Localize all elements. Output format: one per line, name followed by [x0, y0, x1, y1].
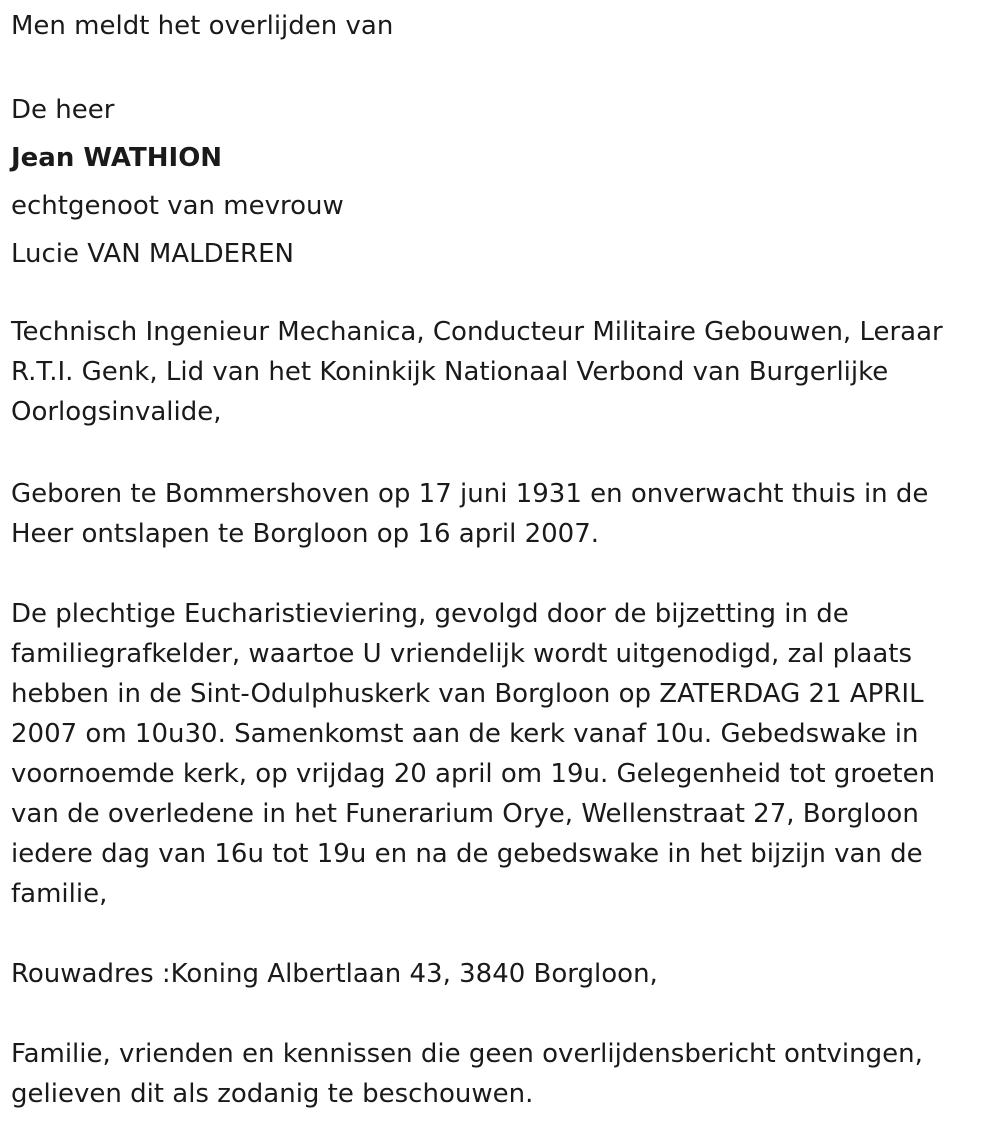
- deceased-name: Jean WATHION: [11, 143, 223, 173]
- ceremony-line: voornoemde kerk, op vrijdag 20 april om 19u. Gelegenheid tot groeten: [11, 759, 936, 789]
- occupation-line: Oorlogsinvalide,: [11, 397, 222, 427]
- spacer: [11, 46, 1000, 86]
- ceremony-paragraph: [11, 594, 1000, 914]
- spacer: [11, 432, 1000, 474]
- spacer: [11, 994, 1000, 1034]
- birth-death-line: Heer ontslapen te Borgloon op 16 april 2007.: [11, 519, 600, 549]
- ceremony-line: 2007 om 10u30. Samenkomst aan de kerk vanaf 10u. Gebedswake in: [11, 719, 919, 749]
- ceremony-line: hebben in de Sint-Odulphuskerk van Borgloon op ZATERDAG 21 APRIL: [11, 679, 924, 709]
- ceremony-line: van de overledene in het Funerarium Orye, Wellenstraat 27, Borgloon: [11, 799, 919, 829]
- mourning-address: Rouwadres :Koning Albertlaan 43, 3840 Borgloon,: [11, 959, 658, 989]
- birth-death-line: Geboren te Bommershoven op 17 juni 1931 en onverwacht thuis in de: [11, 479, 929, 509]
- occupation-paragraph: [11, 312, 1000, 432]
- spacer: [11, 554, 1000, 594]
- ceremony-line: De plechtige Eucharistieviering, gevolgd door de bijzetting in de: [11, 599, 849, 629]
- closing-line: Familie, vrienden en kennissen die geen overlijdensbericht ontvingen,: [11, 1039, 923, 1069]
- occupation-line: R.T.I. Genk, Lid van het Koninkijk Nationaal Verbond van Burgerlijke: [11, 357, 889, 387]
- title-text: De heer: [11, 95, 115, 125]
- closing-paragraph: [11, 1034, 1000, 1114]
- ceremony-line: iedere dag van 16u tot 19u en na de gebedswake in het bijzijn van de: [11, 839, 923, 869]
- birth-death-paragraph: [11, 474, 1000, 554]
- ceremony-line: familiegrafkelder, waartoe U vriendelijk wordt uitgenodigd, zal plaats: [11, 639, 912, 669]
- intro-text: Men meldt het overlijden van: [11, 11, 394, 41]
- spouse-name: Lucie VAN MALDEREN: [11, 239, 295, 269]
- spacer: [11, 278, 1000, 312]
- closing-line: gelieven dit als zodanig te beschouwen.: [11, 1079, 534, 1109]
- spouse-relation: echtgenoot van mevrouw: [11, 191, 344, 221]
- occupation-line: Technisch Ingenieur Mechanica, Conducteur Militaire Gebouwen, Leraar: [11, 317, 943, 347]
- spacer: [11, 914, 1000, 954]
- ceremony-line: familie,: [11, 879, 108, 909]
